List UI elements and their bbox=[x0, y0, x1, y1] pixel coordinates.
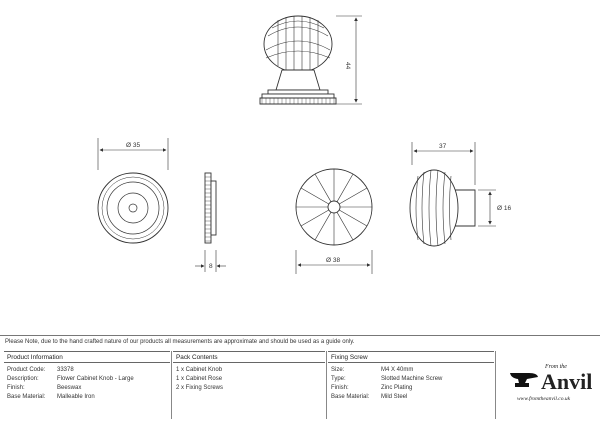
pack-item: 1 x Cabinet Rose bbox=[176, 376, 223, 382]
fixing-screw-table bbox=[331, 366, 442, 402]
knob-side-view bbox=[410, 170, 475, 246]
pack-contents-header: Pack Contents bbox=[173, 351, 325, 363]
product-info-table bbox=[7, 366, 134, 402]
product-info-row: Product Code: 33378 bbox=[7, 367, 74, 373]
fixing-screw-header: Fixing Screw bbox=[328, 351, 494, 363]
rose-thickness-label: 8 bbox=[209, 263, 213, 270]
base-diameter-label: Ø 35 bbox=[126, 142, 141, 149]
brand-prefix: From the bbox=[545, 364, 567, 370]
specification-sheet bbox=[0, 335, 600, 423]
column-divider bbox=[495, 351, 496, 419]
brand-name: Anvil bbox=[541, 369, 593, 394]
column-divider bbox=[171, 351, 172, 419]
side-elevation-view bbox=[260, 16, 336, 104]
column-divider bbox=[326, 351, 327, 419]
neck-diameter-dimension bbox=[478, 190, 496, 226]
knob-diameter-label: Ø 38 bbox=[326, 257, 341, 264]
fixing-screw-row: Base Material: Mild Steel bbox=[331, 394, 408, 400]
rose-front-view bbox=[98, 173, 168, 243]
fixing-screw-row: Finish: Zinc Plating bbox=[331, 385, 413, 391]
depth-label: 37 bbox=[439, 143, 447, 150]
pack-item: 1 x Cabinet Knob bbox=[176, 367, 223, 373]
brand-logo bbox=[505, 364, 593, 420]
product-info-row: Finish: Beeswax bbox=[7, 385, 82, 391]
anvil-icon bbox=[509, 370, 539, 392]
pack-item: 2 x Fixing Screws bbox=[176, 385, 224, 391]
fixing-screw-row: Type: Slotted Machine Screw bbox=[331, 376, 443, 382]
pack-contents-list bbox=[176, 366, 223, 393]
neck-diameter-label: Ø 16 bbox=[497, 205, 512, 212]
knob-front-view bbox=[296, 169, 372, 245]
product-info-header: Product Information bbox=[4, 351, 170, 363]
product-info-row: Description: Flower Cabinet Knob - Large bbox=[7, 376, 134, 382]
product-info-row: Base Material: Malleable Iron bbox=[7, 394, 95, 400]
height-dimension bbox=[336, 16, 362, 104]
fixing-screw-row: Size: M4 X 40mm bbox=[331, 367, 414, 373]
rose-side-view bbox=[205, 173, 216, 243]
height-label: 44 bbox=[344, 62, 351, 70]
disclaimer-note: Please Note, due to the hand crafted nature of our products all measurements are approximate and should be used as a guide only. bbox=[5, 339, 355, 345]
brand-url: www.fromtheanvil.co.uk bbox=[517, 396, 571, 402]
